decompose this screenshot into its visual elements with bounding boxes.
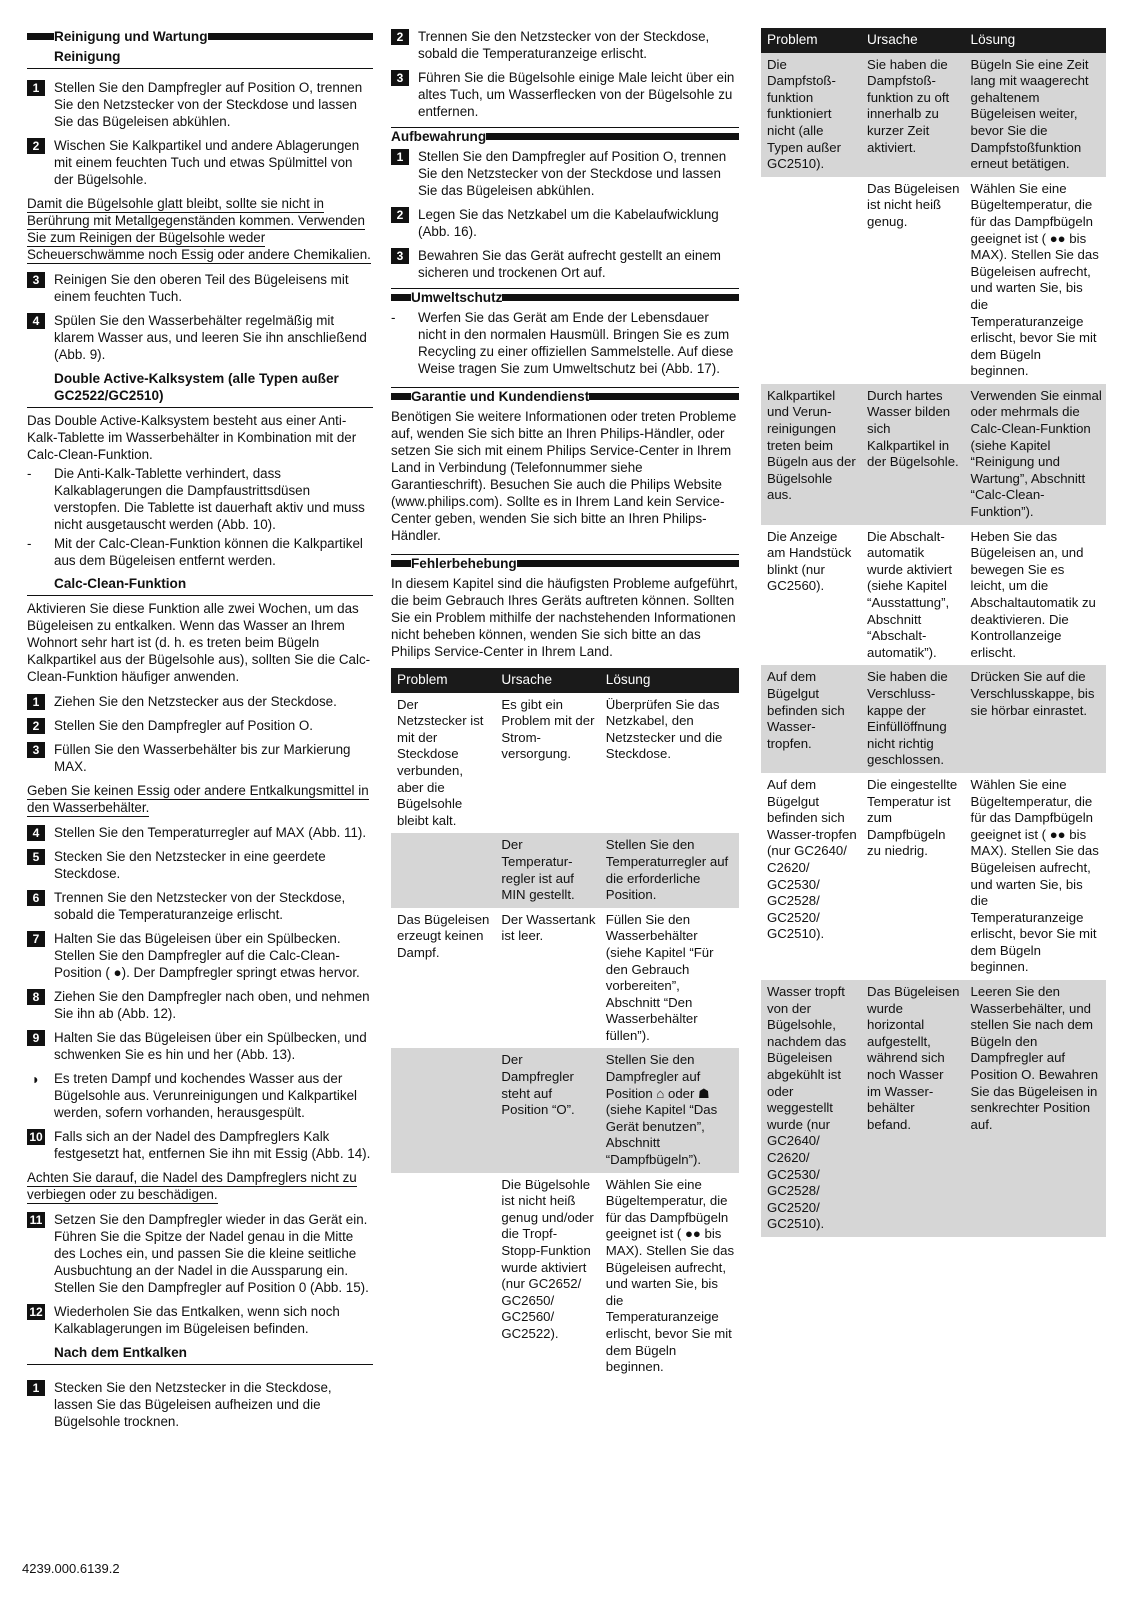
paragraph: Benötigen Sie weitere Informationen oder treten Probleme auf, wenden Sie sich bitte an Ihren Philips-Händler, oder setzen Sie sich mit einem Philips Service-Center in Ihrem Land in Verbindung (Telefonnummer siehe Garantieschrift). Besuchen Sie auch die Philips Website (www.philips.com). Sollte es in Ihrem Land kein Service-Center geben, wenden Sie sich bitte an Ihren Philips-Händler. bbox=[391, 409, 737, 543]
table-row bbox=[391, 1173, 739, 1380]
steps-f bbox=[27, 1379, 373, 1430]
step-number: 1 bbox=[27, 694, 45, 710]
section-title-umweltschutz: Umweltschutz bbox=[391, 288, 739, 306]
subsection-title-calc-clean: Calc-Clean-Funktion bbox=[27, 575, 373, 596]
step-item bbox=[27, 1211, 373, 1296]
step-number: 3 bbox=[27, 272, 45, 288]
cell-solution: Stellen Sie den Temperaturregler auf die erforderliche Position. bbox=[600, 833, 739, 907]
bullet-text: Die Anti-Kalk-Tablette verhindert, dass Kalkablagerungen die Dampfaustrittsdüsen verstopfen. Die Tablette ist dauerhaft aktiv und muss nicht ausgetauscht werden (Abb. 10). bbox=[54, 466, 365, 532]
section-title-reinigung-wartung: Reinigung und Wartung bbox=[27, 28, 373, 45]
table-row bbox=[761, 525, 1106, 666]
cell-solution: Stellen Sie den Dampfregler auf Position ⌂ oder ☗ (siehe Kapitel “Das Gerät benutzen”, Abschnitt “Dampfbügeln”). bbox=[600, 1048, 739, 1172]
warning-note: Geben Sie keinen Essig oder andere Entkalkungsmittel in den Wasserbehälter. bbox=[27, 783, 369, 815]
cell-cause: Das Bügeleisen ist nicht heiß genug. bbox=[861, 177, 965, 384]
subsection-title-reinigung: Reinigung bbox=[27, 48, 373, 69]
step-text: Setzen Sie den Dampfregler wieder in das Gerät ein. Führen Sie die Spitze der Nadel genau in die Mitte des Loches ein, und passen Sie die kleine seitliche Ausbuchtung an der Nadel in die Aussparung ein. Stellen Sie den Dampfregler auf Position 0 (Abb. 15). bbox=[54, 1212, 369, 1295]
table-row bbox=[391, 833, 739, 907]
table-row bbox=[391, 1048, 739, 1172]
cell-solution: Drücken Sie auf die Verschlusskappe, bis sie hörbar einrastet. bbox=[965, 665, 1106, 773]
step-number: 2 bbox=[391, 207, 409, 223]
bullet-item: - Werfen Sie das Gerät am Ende der Lebensdauer nicht in den normalen Hausmüll. Bringen Sie es zum Recycling zu einer offiziellen Sammelstelle. Auf diese Weise tragen Sie zum Umweltschutz bei (Abb. 17). bbox=[391, 310, 734, 376]
step-text: Ziehen Sie den Netzstecker aus der Steckdose. bbox=[54, 694, 337, 709]
cell-cause: Die eingestellte Temperatur ist zum Dampfbügeln zu niedrig. bbox=[861, 773, 965, 980]
cell-solution: Wählen Sie eine Bügeltemperatur, die für das Dampfbügeln geeignet ist ( ●● bis MAX). Stellen Sie das Bügeleisen aufrecht, und warten Sie, bis die Temperaturanzeige erlischt, bevor Sie mit dem Bügeln beginnen. bbox=[965, 773, 1106, 980]
cell-solution: Leeren Sie den Wasserbehälter, und stellen Sie nach dem Bügeln den Dampfregler auf Position O. Bewahren Sie das Bügeleisen in senkrechter Position auf. bbox=[965, 980, 1106, 1237]
step-number: 9 bbox=[27, 1030, 45, 1046]
step-item bbox=[391, 148, 739, 199]
cell-problem bbox=[391, 1173, 495, 1380]
step-item bbox=[27, 741, 373, 775]
step-item bbox=[27, 137, 373, 188]
step-item bbox=[27, 889, 373, 923]
step-item bbox=[27, 848, 373, 882]
step-number: 3 bbox=[27, 742, 45, 758]
cell-solution: Bügeln Sie eine Zeit lang mit waagerecht gehaltenem Bügeleisen weiter, bevor Sie die Dampfstoßfunktion erneut betätigen. bbox=[965, 53, 1106, 177]
step-item bbox=[391, 247, 739, 281]
paragraph: Aktivieren Sie diese Funktion alle zwei Wochen, um das Bügeleisen zu entkalken. Wenn das Wasser an Ihrem Wohnort sehr hart ist (d. h. es treten beim Bügeln Kalkpartikel aus der Bügelsohle aus), sollten Sie die Calc-Clean-Funktion häufiger anwenden. bbox=[27, 601, 371, 684]
step-number: ◗ bbox=[31, 1071, 41, 1087]
step-text: Führen Sie die Bügelsohle einige Male leicht über ein altes Tuch, um Wasserflecken von der Bügelsohle zu entfernen. bbox=[418, 70, 735, 119]
step-item bbox=[391, 206, 739, 240]
step-number: 7 bbox=[27, 931, 45, 947]
step-text: Legen Sie das Netzkabel um die Kabelaufwicklung (Abb. 16). bbox=[418, 207, 719, 239]
step-number: 2 bbox=[27, 138, 45, 154]
subsection-title-nach-entkalken: Nach dem Entkalken bbox=[27, 1344, 373, 1365]
cell-cause: Der Wassertank ist leer. bbox=[495, 908, 599, 1049]
step-number: 6 bbox=[27, 890, 45, 906]
step-number: 2 bbox=[391, 29, 409, 45]
cell-cause: Durch hartes Wasser bilden sich Kalkpartikel in der Bügelsohle. bbox=[861, 384, 965, 525]
step-number: 3 bbox=[391, 248, 409, 264]
cell-problem bbox=[391, 833, 495, 907]
cell-problem: Auf dem Bügelgut befinden sich Wasser-tropfen. bbox=[761, 665, 861, 773]
step-item bbox=[27, 1303, 373, 1337]
step-text: Wiederholen Sie das Entkalken, wenn sich noch Kalkablagerungen im Bügeleisen befinden. bbox=[54, 1304, 340, 1336]
table-row bbox=[761, 53, 1106, 177]
column-header: Ursache bbox=[861, 28, 965, 53]
table-row bbox=[391, 908, 739, 1049]
step-number: 2 bbox=[27, 718, 45, 734]
steps-b bbox=[27, 271, 373, 363]
cell-cause: Der Dampfregler steht auf Position “O”. bbox=[495, 1048, 599, 1172]
cell-problem: Auf dem Bügelgut befinden sich Wasser-tropfen (nur GC2640/ C2620/ GC2530/ GC2528/ GC2520/ GC2510). bbox=[761, 773, 861, 980]
step-number: 10 bbox=[27, 1129, 45, 1145]
step-item bbox=[27, 693, 373, 710]
step-number: 1 bbox=[391, 149, 409, 165]
cell-cause: Das Bügeleisen wurde horizontal aufgestellt, während sich noch Wasser im Wasser-behälter befand. bbox=[861, 980, 965, 1237]
step-number: 4 bbox=[27, 825, 45, 841]
bullet-text: Mit der Calc-Clean-Funktion können die Kalkpartikel aus dem Bügeleisen entfernt werden. bbox=[54, 536, 363, 568]
step-text: Füllen Sie den Wasserbehälter bis zur Markierung MAX. bbox=[54, 742, 351, 774]
step-text: Stellen Sie den Dampfregler auf Position O, trennen Sie den Netzstecker von der Steckdose und lassen Sie das Bügeleisen abkühlen. bbox=[54, 80, 363, 129]
table-row bbox=[761, 980, 1106, 1237]
step-item bbox=[27, 271, 373, 305]
cell-problem bbox=[391, 1048, 495, 1172]
step-number: 1 bbox=[27, 1380, 45, 1396]
table-row bbox=[761, 773, 1106, 980]
step-text: Stecken Sie den Netzstecker in eine geerdete Steckdose. bbox=[54, 849, 326, 881]
step-text: Ziehen Sie den Dampfregler nach oben, und nehmen Sie ihn ab (Abb. 12). bbox=[54, 989, 370, 1021]
table-row bbox=[761, 384, 1106, 525]
cell-solution: Verwenden Sie einmal oder mehrmals die Calc-Clean-Funktion (siehe Kapitel “Reinigung und Wartung”, Abschnitt “Calc-Clean-Funktion”). bbox=[965, 384, 1106, 525]
steps-c bbox=[27, 693, 373, 775]
table-row bbox=[761, 177, 1106, 384]
step-item bbox=[27, 1379, 373, 1430]
steps-e bbox=[27, 1211, 373, 1337]
warning-note: Achten Sie darauf, die Nadel des Dampfreglers nicht zu verbiegen oder zu beschädigen. bbox=[27, 1170, 357, 1202]
paragraph: In diesem Kapitel sind die häufigsten Probleme aufgeführt, die beim Gebrauch Ihres Geräts auftreten können. Sollten Sie ein Problem mithilfe der nachstehenden Informationen nicht beheben können, wenden Sie sich bitte an das Philips Service-Center in Ihrem Land. bbox=[391, 576, 738, 659]
cell-cause: Der Temperatur-regler ist auf MIN gestellt. bbox=[495, 833, 599, 907]
step-number: 8 bbox=[27, 989, 45, 1005]
table-row bbox=[761, 665, 1106, 773]
step-number: 1 bbox=[27, 80, 45, 96]
cell-problem: Die Anzeige am Handstück blinkt (nur GC2560). bbox=[761, 525, 861, 666]
step-item bbox=[27, 312, 373, 363]
step-number: 5 bbox=[27, 849, 45, 865]
cell-problem bbox=[761, 177, 861, 384]
section-title-fehlerbehebung: Fehlerbehebung bbox=[391, 554, 739, 572]
step-item bbox=[391, 28, 739, 62]
column-header: Lösung bbox=[600, 668, 739, 693]
table-header-row bbox=[761, 28, 1106, 53]
cell-solution: Überprüfen Sie das Netzkabel, den Netzstecker und die Steckdose. bbox=[600, 693, 739, 834]
step-text: Bewahren Sie das Gerät aufrecht gestellt an einem sicheren und trockenen Ort auf. bbox=[418, 248, 721, 280]
cell-solution: Heben Sie das Bügeleisen an, und bewegen Sie es leicht, um die Abschaltautomatik zu deaktivieren. Die Kontrollanzeige erlischt. bbox=[965, 525, 1106, 666]
cell-problem: Die Dampfstoß-funktion funktioniert nicht (alle Typen außer GC2510). bbox=[761, 53, 861, 177]
troubleshooting-table-2 bbox=[761, 28, 1106, 1237]
step-item bbox=[27, 1128, 373, 1162]
cell-problem: Der Netzstecker ist mit der Steckdose verbunden, aber die Bügelsohle bleibt kalt. bbox=[391, 693, 495, 834]
cell-solution: Wählen Sie eine Bügeltemperatur, die für das Dampfbügeln geeignet ist ( ●● bis MAX). Stellen Sie das Bügeleisen aufrecht, und warten Sie, bis die Temperaturanzeige erlischt, bevor Sie mit dem Bügeln beginnen. bbox=[965, 177, 1106, 384]
document-code: 4239.000.6139.2 bbox=[22, 1561, 120, 1576]
step-text: Stellen Sie den Dampfregler auf Position O, trennen Sie den Netzstecker von der Steckdose und lassen Sie das Bügeleisen abkühlen. bbox=[418, 149, 727, 198]
step-item bbox=[27, 1070, 373, 1121]
cell-cause: Sie haben die Dampfstoß-funktion zu oft innerhalb zu kurzer Zeit aktiviert. bbox=[861, 53, 965, 177]
bullet-item: - Mit der Calc-Clean-Funktion können die Kalkpartikel aus dem Bügeleisen entfernt werden. bbox=[27, 535, 373, 569]
step-text: Stecken Sie den Netzstecker in die Steckdose, lassen Sie das Bügeleisen aufheizen und die Bügelsohle trocknen. bbox=[54, 1380, 332, 1429]
step-text: Stellen Sie den Dampfregler auf Position O. bbox=[54, 718, 314, 733]
bullets-double bbox=[27, 465, 373, 569]
step-item bbox=[27, 717, 373, 734]
bullet-item: - Die Anti-Kalk-Tablette verhindert, dass Kalkablagerungen die Dampfaustrittsdüsen verstopfen. Die Tablette ist dauerhaft aktiv und muss nicht ausgetauscht werden (Abb. 10). bbox=[27, 465, 373, 533]
step-text: Es treten Dampf und kochendes Wasser aus der Bügelsohle aus. Verunreinigungen und Kalkpartikel werden, sofern vorhanden, herausgespült. bbox=[54, 1071, 357, 1120]
step-number: 3 bbox=[391, 70, 409, 86]
column-header: Lösung bbox=[965, 28, 1106, 53]
step-text: Halten Sie das Bügeleisen über ein Spülbecken, und schwenken Sie es hin und her (Abb. 13). bbox=[54, 1030, 367, 1062]
cell-solution: Wählen Sie eine Bügeltemperatur, die für das Dampfbügeln geeignet ist ( ●● bis MAX). Stellen Sie das Bügeleisen aufrecht, und warten Sie, bis die Temperaturanzeige erlischt, bevor Sie mit dem Bügeln beginnen. bbox=[600, 1173, 739, 1380]
cell-problem: Das Bügeleisen erzeugt keinen Dampf. bbox=[391, 908, 495, 1049]
cell-problem: Wasser tropft von der Bügelsohle, nachdem das Bügeleisen abgekühlt ist oder weggestellt wurde (nur GC2640/ C2620/ GC2530/ GC2528/ GC2520/ GC2510). bbox=[761, 980, 861, 1237]
cell-problem: Kalkpartikel und Verun-reinigungen treten beim Bügeln aus der Bügelsohle aus. bbox=[761, 384, 861, 525]
steps-d bbox=[27, 824, 373, 1162]
section-title-aufbewahrung: Aufbewahrung bbox=[391, 127, 739, 145]
cell-cause: Sie haben die Verschluss-kappe der Einfüllöffnung nicht richtig geschlossen. bbox=[861, 665, 965, 773]
table-row bbox=[391, 693, 739, 834]
step-number: 4 bbox=[27, 313, 45, 329]
troubleshooting-table-1 bbox=[391, 668, 739, 1380]
column-3 bbox=[761, 28, 1106, 1237]
column-1 bbox=[27, 28, 373, 1437]
steps-a bbox=[391, 28, 739, 120]
step-item bbox=[27, 930, 373, 981]
step-text: Spülen Sie den Wasserbehälter regelmäßig mit klarem Wasser aus, und leeren Sie ihn anschließend (Abb. 9). bbox=[54, 313, 367, 362]
column-2 bbox=[391, 28, 739, 1380]
column-header: Ursache bbox=[495, 668, 599, 693]
step-item bbox=[27, 1029, 373, 1063]
step-text: Reinigen Sie den oberen Teil des Bügeleisens mit einem feuchten Tuch. bbox=[54, 272, 349, 304]
step-number: 12 bbox=[27, 1304, 45, 1320]
steps-a bbox=[27, 79, 373, 188]
steps-b bbox=[391, 148, 739, 281]
warning-note: Damit die Bügelsohle glatt bleibt, sollte sie nicht in Berührung mit Metallgegenständen kommen. Verwenden Sie zum Reinigen der Bügelsohle weder Scheuerschwämme noch Essig oder andere Chemikalien. bbox=[27, 196, 371, 262]
step-text: Trennen Sie den Netzstecker von der Steckdose, sobald die Temperaturanzeige erlischt. bbox=[418, 29, 710, 61]
paragraph: Das Double Active-Kalksystem besteht aus einer Anti-Kalk-Tablette im Wasserbehälter in Kombination mit der Calc-Clean-Funktion. bbox=[27, 413, 357, 462]
cell-cause: Die Abschalt-automatik wurde aktiviert (siehe Kapitel “Ausstattung”, Abschnitt “Abschalt-automatik”). bbox=[861, 525, 965, 666]
step-item bbox=[391, 69, 739, 120]
step-text: Halten Sie das Bügeleisen über ein Spülbecken. Stellen Sie den Dampfregler auf die Calc-Clean-Position ( ●). Der Dampfregler springt etwas hervor. bbox=[54, 931, 360, 980]
step-item bbox=[27, 988, 373, 1022]
step-text: Stellen Sie den Temperaturregler auf MAX (Abb. 11). bbox=[54, 825, 367, 840]
cell-solution: Füllen Sie den Wasserbehälter (siehe Kapitel “Für den Gebrauch vorbereiten”, Abschnitt “Den Wasserbehälter füllen”). bbox=[600, 908, 739, 1049]
table-header-row bbox=[391, 668, 739, 693]
step-number: 11 bbox=[27, 1212, 45, 1228]
cell-cause: Es gibt ein Problem mit der Strom-versorgung. bbox=[495, 693, 599, 834]
column-header: Problem bbox=[391, 668, 495, 693]
subsection-title-double-active: Double Active-Kalksystem (alle Typen außer GC2522/GC2510) bbox=[27, 370, 373, 408]
step-text: Wischen Sie Kalkpartikel und andere Ablagerungen mit einem feuchten Tuch und etwas Spülmittel von der Bügelsohle. bbox=[54, 138, 360, 187]
step-item bbox=[27, 79, 373, 130]
step-item bbox=[27, 824, 373, 841]
step-text: Falls sich an der Nadel des Dampfreglers Kalk festgesetzt hat, entfernen Sie ihn mit Essig (Abb. 14). bbox=[54, 1129, 371, 1161]
section-title-garantie: Garantie und Kundendienst bbox=[391, 387, 739, 405]
column-header: Problem bbox=[761, 28, 861, 53]
step-text: Trennen Sie den Netzstecker von der Steckdose, sobald die Temperaturanzeige erlischt. bbox=[54, 890, 346, 922]
cell-cause: Die Bügelsohle ist nicht heiß genug und/oder die Tropf-Stopp-Funktion wurde aktiviert (nur GC2652/ GC2650/ GC2560/ GC2522). bbox=[495, 1173, 599, 1380]
